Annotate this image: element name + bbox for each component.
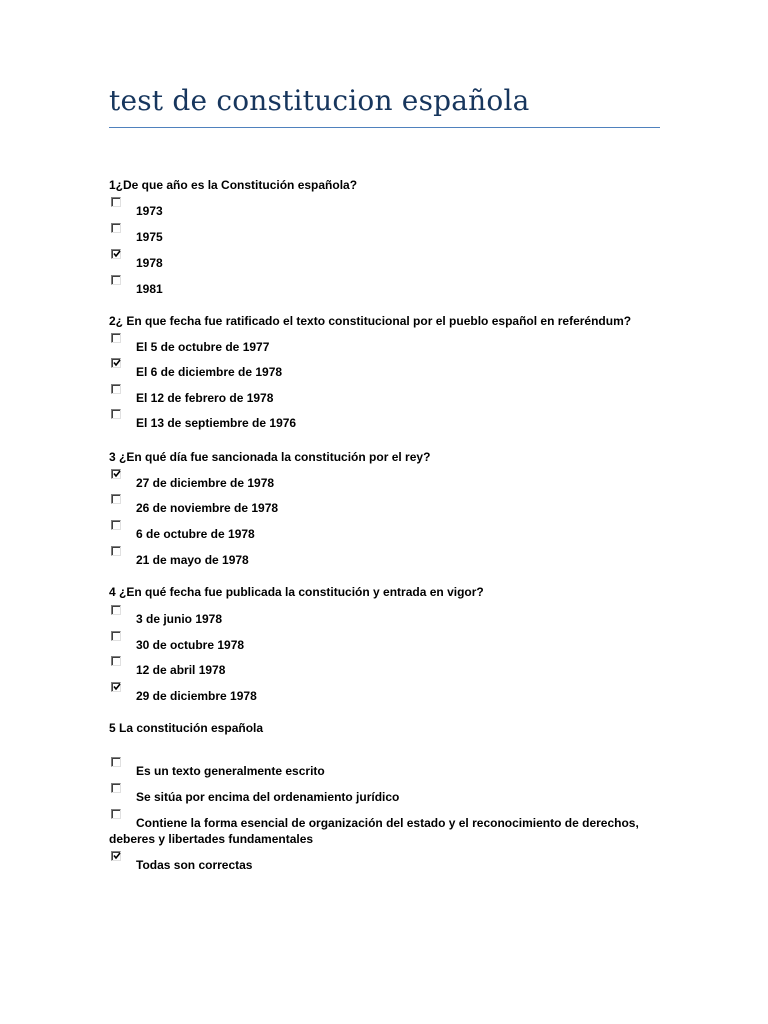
q3-option-1[interactable] [109, 476, 669, 496]
q3-option-4[interactable] [109, 553, 669, 573]
option-label: El 13 de septiembre de 1976 [136, 416, 297, 430]
q4-option-4[interactable] [109, 689, 669, 709]
option-label: El 5 de octubre de 1977 [136, 340, 270, 354]
checkbox[interactable] [111, 197, 121, 207]
option-label: 29 de diciembre 1978 [136, 689, 257, 703]
checkbox[interactable] [111, 851, 121, 861]
option-label: Es un texto generalmente escrito [136, 764, 325, 778]
q2-option-3[interactable] [109, 391, 669, 411]
checkbox[interactable] [111, 605, 121, 615]
page-title: test de constitucion española [109, 84, 530, 117]
option-label: 26 de noviembre de 1978 [136, 501, 279, 515]
checkmark-icon [113, 852, 121, 860]
checkbox[interactable] [111, 656, 121, 666]
checkmark-icon [113, 683, 121, 691]
q4-option-1[interactable] [109, 612, 669, 632]
checkbox[interactable] [111, 682, 121, 692]
checkbox[interactable] [111, 358, 121, 368]
checkbox[interactable] [111, 223, 121, 233]
title-divider [109, 127, 660, 128]
question-1: 1¿De que año es la Constitución española? [109, 178, 358, 192]
option-label: Contiene la forma esencial de organización del estado y el reconocimiento de derechos, deberes y libertades fundamentales [109, 816, 639, 846]
q2-option-1[interactable] [109, 340, 669, 360]
checkbox[interactable] [111, 494, 121, 504]
option-label: 30 de octubre 1978 [136, 638, 245, 652]
option-label: Todas son correctas [136, 858, 253, 872]
option-label: 1978 [136, 256, 163, 270]
checkmark-icon [113, 470, 121, 478]
checkbox[interactable] [111, 631, 121, 641]
q3-option-2[interactable] [109, 501, 669, 521]
q5-option-1[interactable] [109, 764, 669, 784]
option-label: El 12 de febrero de 1978 [136, 391, 274, 405]
checkbox[interactable] [111, 469, 121, 479]
option-label: 1973 [136, 204, 163, 218]
question-3: 3 ¿En qué día fue sancionada la constitución por el rey? [109, 450, 431, 464]
checkbox[interactable] [111, 520, 121, 530]
question-5: 5 La constitución española [109, 721, 264, 735]
option-label: 21 de mayo de 1978 [136, 553, 249, 567]
option-label: El 6 de diciembre de 1978 [136, 365, 283, 379]
checkbox[interactable] [111, 409, 121, 419]
q5-option-3[interactable] [109, 816, 669, 850]
checkmark-icon [113, 250, 121, 258]
checkmark-icon [113, 359, 121, 367]
question-4: 4 ¿En qué fecha fue publicada la constitución y entrada en vigor? [109, 585, 484, 599]
option-label: Se sitúa por encima del ordenamiento jurídico [136, 790, 400, 804]
checkbox[interactable] [111, 333, 121, 343]
q3-option-3[interactable] [109, 527, 669, 547]
q5-option-4[interactable] [109, 858, 669, 878]
option-label: 1981 [136, 282, 163, 296]
checkbox[interactable] [111, 384, 121, 394]
q2-option-4[interactable] [109, 416, 669, 436]
option-label: 27 de diciembre de 1978 [136, 476, 275, 490]
q1-option-3[interactable] [109, 256, 669, 276]
q1-option-2[interactable] [109, 230, 669, 250]
option-label: 3 de junio 1978 [136, 612, 223, 626]
checkbox[interactable] [111, 783, 121, 793]
q5-option-2[interactable] [109, 790, 669, 810]
option-label: 1975 [136, 230, 163, 244]
q1-option-1[interactable] [109, 204, 669, 224]
q4-option-2[interactable] [109, 638, 669, 658]
option-label: 12 de abril 1978 [136, 663, 226, 677]
checkbox[interactable] [111, 546, 121, 556]
checkbox[interactable] [111, 275, 121, 285]
q4-option-3[interactable] [109, 663, 669, 683]
q1-option-4[interactable] [109, 282, 669, 302]
option-label: 6 de octubre de 1978 [136, 527, 255, 541]
checkbox[interactable] [111, 757, 121, 767]
checkbox[interactable] [111, 249, 121, 259]
question-2: 2¿ En que fecha fue ratificado el texto constitucional por el pueblo español en referéndum? [109, 314, 632, 328]
q2-option-2[interactable] [109, 365, 669, 385]
